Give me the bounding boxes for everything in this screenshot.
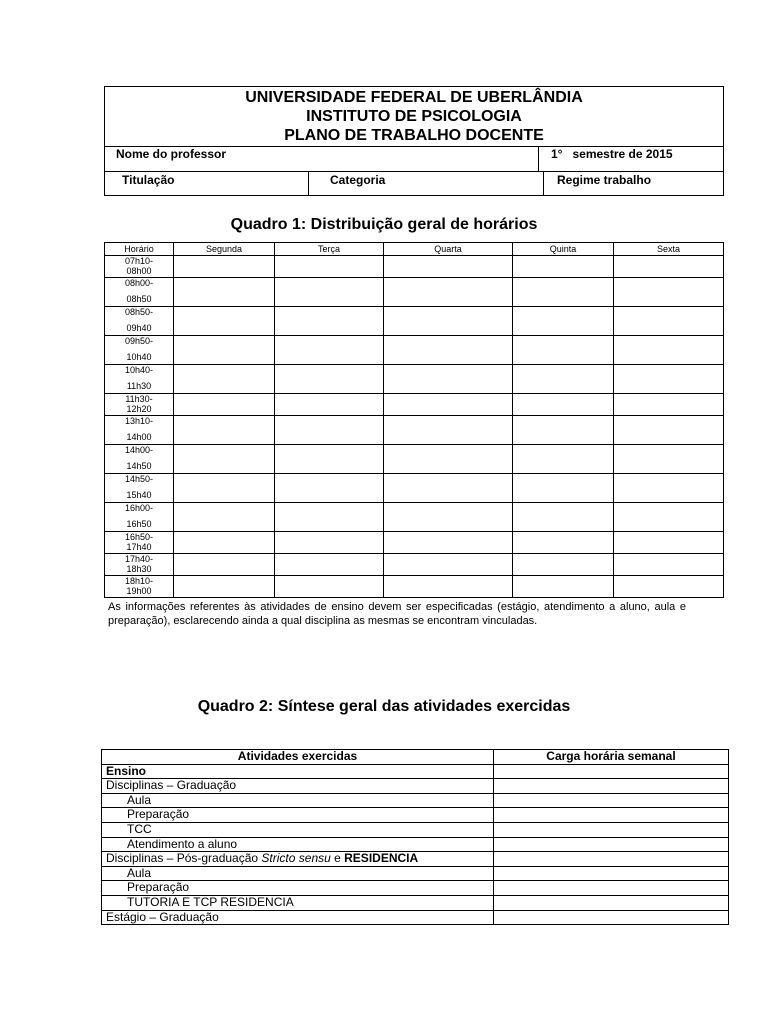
schedule-cell[interactable] [384,416,513,445]
schedule-cell[interactable] [174,576,275,598]
activities-table [101,749,729,925]
schedule-cell[interactable] [614,576,724,598]
regime-label: Regime trabalho [557,173,652,187]
activity-label-aula: Aula [102,793,494,808]
schedule-cell[interactable] [275,445,384,474]
schedule-cell[interactable] [614,394,724,416]
table-row [102,866,729,881]
time-cell [105,278,174,307]
time-end: 11h30 [126,381,152,391]
schedule-cell[interactable] [384,278,513,307]
time-start: 17h40- [124,554,154,564]
activity-label-preparacao: Preparação [102,881,494,896]
time-end: 16h50 [126,519,152,529]
activity-label-ensino: Ensino [102,764,494,779]
column-header-quarta: Quarta [384,243,513,256]
hours-cell[interactable] [494,793,729,808]
schedule-cell[interactable] [614,336,724,365]
schedule-cell[interactable] [174,554,275,576]
schedule-table [104,242,724,598]
hours-cell[interactable] [494,764,729,779]
column-header-carga: Carga horária semanal [494,750,729,765]
activities-header-row [102,750,729,765]
stricto-sensu-text: Stricto sensu [261,851,331,866]
time-cell [105,474,174,503]
column-header-atividades: Atividades exercidas [102,750,494,765]
schedule-cell[interactable] [384,394,513,416]
schedule-cell[interactable] [275,503,384,532]
time-end: 10h40 [126,352,152,362]
semester-label: 1° semestre de 2015 [551,147,673,161]
schedule-cell[interactable] [384,445,513,474]
table-row [105,365,724,394]
time-cell [105,503,174,532]
time-end: 19h00 [126,586,152,596]
schedule-cell[interactable] [174,256,275,278]
table-row [105,256,724,278]
schedule-cell[interactable] [614,278,724,307]
schedule-cell[interactable] [174,503,275,532]
time-cell [105,307,174,336]
time-end: 17h40 [126,542,152,552]
table-row [105,416,724,445]
table-row [105,503,724,532]
activity-label-atendimento: Atendimento a aluno [102,837,494,852]
table-row [105,576,724,598]
time-start: 18h10- [124,576,154,586]
schedule-cell[interactable] [614,445,724,474]
schedule-cell[interactable] [513,576,614,598]
document-title: PLANO DE TRABALHO DOCENTE [284,127,544,144]
schedule-cell[interactable] [384,532,513,554]
table-row [102,779,729,794]
schedule-cell[interactable] [275,576,384,598]
schedule-cell[interactable] [174,445,275,474]
hours-cell[interactable] [494,895,729,910]
time-start: 09h50- [124,336,154,346]
schedule-cell[interactable] [513,278,614,307]
table-row [105,532,724,554]
schedule-cell[interactable] [275,307,384,336]
schedule-cell[interactable] [513,416,614,445]
quadro2-title: Quadro 2: Síntese geral das atividades exercidas [197,698,571,715]
table-row [105,307,724,336]
schedule-cell[interactable] [614,532,724,554]
hours-cell[interactable] [494,910,729,925]
schedule-cell[interactable] [513,554,614,576]
connector-text: e [330,851,345,866]
time-start: 14h50- [124,474,154,484]
schedule-cell[interactable] [384,554,513,576]
institute-name: INSTITUTO DE PSICOLOGIA [306,108,522,125]
table-row [102,808,729,823]
column-header-horario: Horário [105,243,174,256]
schedule-cell[interactable] [614,365,724,394]
time-cell [105,532,174,554]
schedule-cell[interactable] [513,532,614,554]
professor-name-label: Nome do professor [116,147,227,161]
time-end: 14h00 [126,432,152,442]
schedule-cell[interactable] [384,336,513,365]
schedule-cell[interactable] [384,256,513,278]
header-vdivider-1 [538,146,539,172]
column-header-segunda: Segunda [174,243,275,256]
time-start: 10h40- [124,365,154,375]
schedule-cell[interactable] [614,256,724,278]
hours-cell[interactable] [494,852,729,867]
schedule-cell[interactable] [384,474,513,503]
table-row [102,881,729,896]
time-start: 08h00- [124,278,154,288]
schedule-cell[interactable] [275,554,384,576]
table-row [102,910,729,925]
residencia-text: RESIDENCIA [344,851,419,866]
header-divider-2 [105,171,723,172]
schedule-cell[interactable] [275,256,384,278]
schedule-cell[interactable] [275,416,384,445]
titulacao-label: Titulação [122,173,175,187]
schedule-cell[interactable] [174,474,275,503]
schedule-cell[interactable] [384,365,513,394]
column-header-terca: Terça [275,243,384,256]
schedule-cell[interactable] [275,394,384,416]
university-name: UNIVERSIDADE FEDERAL DE UBERLÂNDIA [245,89,583,106]
schedule-cell[interactable] [614,307,724,336]
schedule-cell[interactable] [174,394,275,416]
schedule-cell[interactable] [513,474,614,503]
schedule-cell[interactable] [513,256,614,278]
time-cell [105,416,174,445]
schedule-cell[interactable] [384,576,513,598]
activity-label-aula: Aula [102,866,494,881]
hours-cell[interactable] [494,837,729,852]
time-cell [105,445,174,474]
table-row [105,336,724,365]
table-row [102,852,729,867]
table-row [105,474,724,503]
time-end: 08h50 [126,294,152,304]
schedule-cell[interactable] [384,503,513,532]
time-cell [105,256,174,278]
schedule-cell[interactable] [513,307,614,336]
pos-graduacao-text: Disciplinas – Pós-graduação [106,851,262,866]
table-row [102,764,729,779]
time-end: 15h40 [126,490,152,500]
hours-cell[interactable] [494,881,729,896]
schedule-cell[interactable] [275,336,384,365]
time-end: 09h40 [126,323,152,333]
hours-cell[interactable] [494,808,729,823]
table-row [102,837,729,852]
schedule-header-row [105,243,724,256]
activity-label-disciplinas-graduacao: Disciplinas – Graduação [102,779,494,794]
schedule-cell[interactable] [513,394,614,416]
schedule-cell[interactable] [275,278,384,307]
categoria-label: Categoria [330,173,386,187]
schedule-note: As informações referentes às atividades de ensino devem ser especificadas (estágio, atendimento a aluno, aula e preparação), esclarecendo ainda a qual disciplina as mesmas se encontram vinculadas. [108,601,686,627]
quadro1-title: Quadro 1: Distribuição geral de horários [230,216,538,233]
schedule-cell[interactable] [614,474,724,503]
time-cell [105,576,174,598]
schedule-cell[interactable] [174,416,275,445]
time-end: 12h20 [126,404,152,414]
time-end: 14h50 [126,461,152,471]
time-cell [105,394,174,416]
activity-label-estagio: Estágio – Graduação [102,910,494,925]
activity-label-tcc: TCC [102,822,494,837]
time-start: 07h10- [124,256,154,266]
table-row [102,822,729,837]
schedule-cell[interactable] [174,532,275,554]
table-row [105,445,724,474]
schedule-cell[interactable] [275,365,384,394]
header-vdivider-2 [308,171,309,196]
table-row [105,554,724,576]
time-start: 14h00- [124,445,154,455]
schedule-cell[interactable] [275,532,384,554]
time-start: 16h00- [124,503,154,513]
schedule-cell[interactable] [513,336,614,365]
schedule-cell[interactable] [614,503,724,532]
column-header-quinta: Quinta [513,243,614,256]
table-row [102,895,729,910]
hours-cell[interactable] [494,822,729,837]
schedule-cell[interactable] [384,307,513,336]
table-row [105,278,724,307]
table-row [105,394,724,416]
hours-cell[interactable] [494,779,729,794]
time-start: 11h30- [125,394,153,404]
time-start: 13h10- [124,416,154,426]
hours-cell[interactable] [494,866,729,881]
schedule-cell[interactable] [513,503,614,532]
time-end: 18h30 [126,564,152,574]
schedule-cell[interactable] [174,336,275,365]
time-cell [105,365,174,394]
time-cell [105,554,174,576]
schedule-cell[interactable] [513,365,614,394]
time-start: 08h50- [124,307,154,317]
time-cell [105,336,174,365]
schedule-cell[interactable] [614,554,724,576]
activity-label-tutoria: TUTORIA E TCP RESIDENCIA [102,895,494,910]
table-row [102,793,729,808]
time-end: 08h00 [126,266,152,276]
schedule-cell[interactable] [513,445,614,474]
activity-label-preparacao: Preparação [102,808,494,823]
activity-label-disciplinas-pos [102,852,494,867]
schedule-cell[interactable] [275,474,384,503]
time-start: 16h50- [124,532,154,542]
schedule-cell[interactable] [614,416,724,445]
schedule-cell[interactable] [174,278,275,307]
schedule-cell[interactable] [174,365,275,394]
column-header-sexta: Sexta [614,243,724,256]
header-vdivider-3 [543,171,544,196]
schedule-cell[interactable] [174,307,275,336]
header-box [104,86,724,196]
